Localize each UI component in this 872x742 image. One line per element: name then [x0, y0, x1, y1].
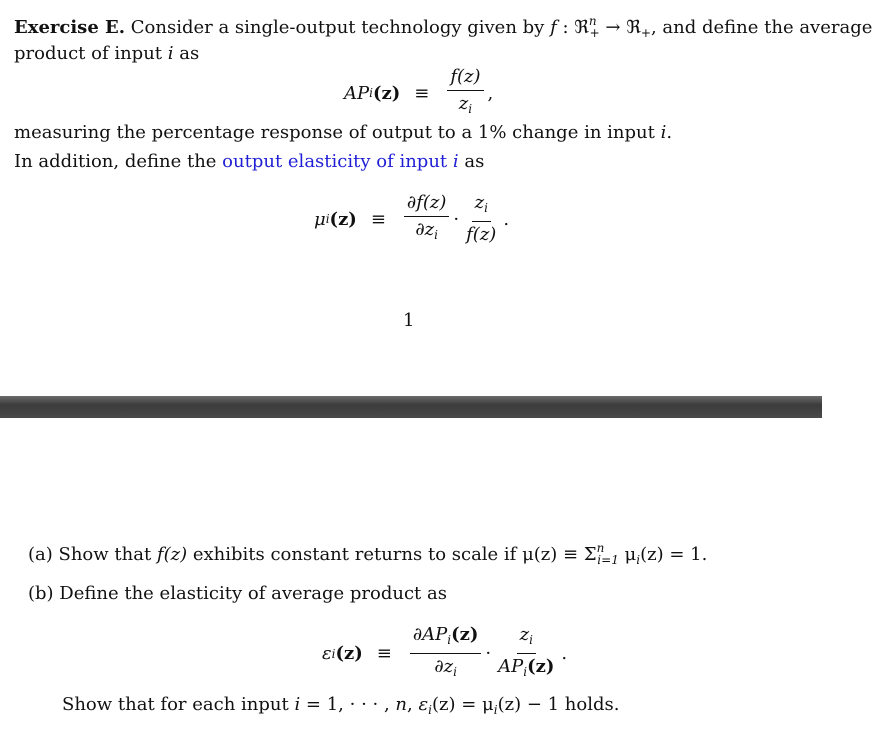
eps-fraction-1: $\frac{\partial AP_i(z)}{\partial z_i}$ — [410, 624, 482, 683]
mu-fraction-2: $\frac{z_i}{f(z)}$ — [466, 192, 497, 245]
ap-fraction: $\frac{f(z)}{z_i}$ — [447, 66, 483, 120]
measuring-line: measuring the percentage response of output to a 1% change in input i. — [14, 122, 673, 143]
exercise-intro-line: Exercise E. Consider a single-output technology given by f : ℜ$^n_+$ → ℜ$_+$, and define the average — [14, 14, 872, 40]
exercise-intro-line-2: product of input i as — [14, 43, 200, 64]
part-b: (b) Define the elasticity of average product as — [28, 583, 447, 604]
show-line: Show that for each input i = 1, · · · , n, $\varepsilon_i(z) = \mu_i(z) - 1$ holds. — [62, 694, 620, 717]
output-elasticity-link[interactable]: output elasticity of input i — [222, 151, 459, 172]
output-elasticity-equation: μ i (z) ≡ $\frac{\partial f(z)}{\partial z_i}$ · $\frac{z_i}{f(z)}$ . — [314, 192, 510, 245]
addition-line: In addition, define the output elasticity of input i as — [14, 151, 485, 172]
part-a-label: (a) — [28, 544, 53, 565]
page-separator — [0, 396, 822, 418]
page-number: 1 — [403, 310, 415, 331]
eps-fraction-2: $\frac{z_i}{AP_i(z)}$ — [498, 624, 555, 679]
average-product-elasticity-equation: ε i (z) ≡ $\frac{\partial AP_i(z)}{\partial z_i}$ · $\frac{z_i}{AP_i(z)}$ . — [322, 624, 567, 683]
page-bottom — [0, 418, 822, 742]
part-b-label: (b) — [28, 583, 54, 604]
average-product-equation: AP i (z) ≡ $\frac{f(z)}{z_i}$ , — [344, 66, 493, 120]
exercise-label: Exercise E. — [14, 17, 126, 38]
part-a: (a) Show that f(z) exhibits constant returns to scale if $\mu(z) \equiv \Sigma^n_{i=1}$ $\mu_i(z) = 1$. — [28, 541, 708, 567]
mu-fraction-1: $\frac{\partial f(z)}{\partial z_i}$ — [404, 192, 450, 246]
